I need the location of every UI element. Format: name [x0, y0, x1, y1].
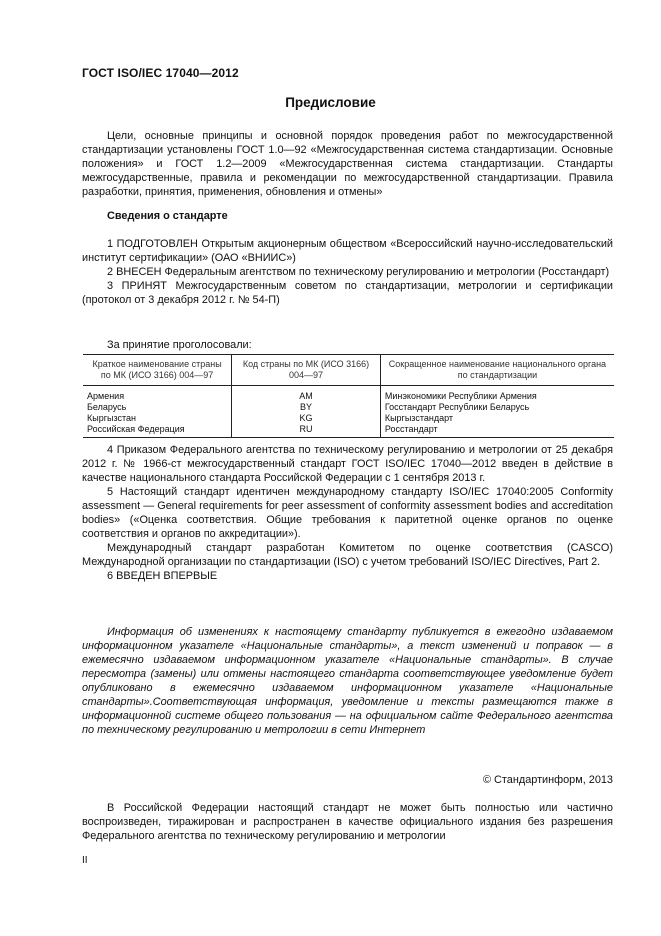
body-cell: Кыргызстандарт	[380, 413, 614, 424]
col-code-header: Код страны по МК (ИСО 3166) 004—97	[232, 355, 381, 386]
table-row	[83, 402, 614, 413]
item-6: 6 ВВЕДЕН ВПЕРВЫЕ	[107, 570, 218, 582]
code-cell: AM	[232, 386, 381, 403]
states-table	[83, 354, 614, 438]
item-3: 3 ПРИНЯТ Межгосударственным советом по стандартизации, метрологии и сертификации (протокол от 3 декабря 2012 г. № 54-П)	[82, 280, 613, 306]
vote-label: За принятие проголосовали:	[107, 339, 252, 351]
country-cell: Армения	[87, 391, 125, 401]
items-after-section	[82, 443, 613, 583]
code-cell: KG	[232, 413, 381, 424]
table-row	[83, 413, 614, 424]
code-cell: BY	[232, 402, 381, 413]
table-row	[83, 424, 614, 438]
body-cell: Росстандарт	[380, 424, 614, 438]
code-cell: RU	[232, 424, 381, 438]
item-2: 2 ВНЕСЕН Федеральным агентством по техническому регулированию и метрологии (Росстандарт)	[107, 266, 610, 278]
final-section	[82, 801, 613, 843]
standard-header: ГОСТ ISO/IEC 17040—2012	[82, 66, 239, 80]
country-cell: Российская Федерация	[83, 424, 232, 438]
country-cell: Беларусь	[87, 402, 127, 412]
items-section	[82, 237, 613, 307]
item-5: 5 Настоящий стандарт идентичен международному стандарту ISO/IEC 17040:2005 Conformity assessment — General requirements for peer assessment of conformity assessment bodies and accreditation bodies» («Оценка соответствия. Общие требования к паритетной оценке органов по оценке соответствия и органов по аккредитации»).	[82, 486, 613, 540]
country-cell: Кыргызстан	[87, 413, 136, 423]
table-row	[83, 386, 614, 403]
page-number: II	[82, 855, 88, 866]
intro-paragraph: Цели, основные принципы и основной порядок проведения работ по межгосударственной стандартизации установлены ГОСТ 1.0—92 «Межгосударственная система стандартизации. Основные положения» и ГОСТ 1.2—2009 «Межгосударственная система стандартизации. Стандарты межгосударственные, правила и рекомендации по межгосударственной стандартизации. Правила разработки, принятия, применения, обновления и отмены»	[82, 130, 613, 198]
copyright: © Стандартинформ, 2013	[482, 774, 613, 786]
item-4: 4 Приказом Федерального агентства по техническому регулированию и метрологии от 25 декабря 2012 г. № 1966-ст межгосударственный стандарт ГОСТ ISO/IEC 17040—2012 введен в действие в качестве национального стандарта Российской Федерации с 1 сентября 2013 г.	[82, 444, 613, 484]
item-1: 1 ПОДГОТОВЛЕН Открытым акционерным обществом «Всероссийский научно-исследовательский институт сертификации» (ОАО «ВНИИС»)	[82, 238, 613, 264]
info-heading: Сведения о стандарте	[107, 210, 228, 222]
body-cell: Госстандарт Республики Беларусь	[380, 402, 614, 413]
col-country-header: Краткое наименование страны по МК (ИСО 3166) 004—97	[83, 355, 232, 386]
table-header-row	[83, 355, 614, 386]
col-body-header: Сокращенное наименование национального органа по стандартизации	[380, 355, 614, 386]
page-title: Предисловие	[285, 95, 376, 110]
body-cell: Минэкономики Республики Армения	[380, 386, 614, 403]
reproduction-notice: В Российской Федерации настоящий стандарт не может быть полностью или частично воспроизведен, тиражирован и распространен в качестве официального издания без разрешения Федерального агентства по техническому регулированию и метрологии	[82, 802, 613, 842]
info-notice: Информация об изменениях к настоящему стандарту публикуется в ежегодно издаваемом информационном указателе «Национальные стандарты», а текст изменений и поправок — в ежемесячно издаваемом информационном указателе «Национальные стандарты». В случае пересмотра (замены) или отмены настоящего стандарта соответствующее уведомление будет опубликовано в ежемесячно издаваемом информационном указателе «Национальные стандарты».Соответствующая информация, уведомление и тексты размещаются также в информационной системе общего пользования — на официальном сайте Федерального агентства по техническому регулированию и метрологии в сети Интернет	[82, 626, 613, 736]
item-5-note: Международный стандарт разработан Комитетом по оценке соответствия (CASCO) Международной организации по стандартизации (ISO) с учетом требований ISO/IEC Directives, Part 2.	[82, 542, 613, 568]
intro-section	[82, 129, 613, 199]
info-notice-section	[82, 625, 613, 737]
